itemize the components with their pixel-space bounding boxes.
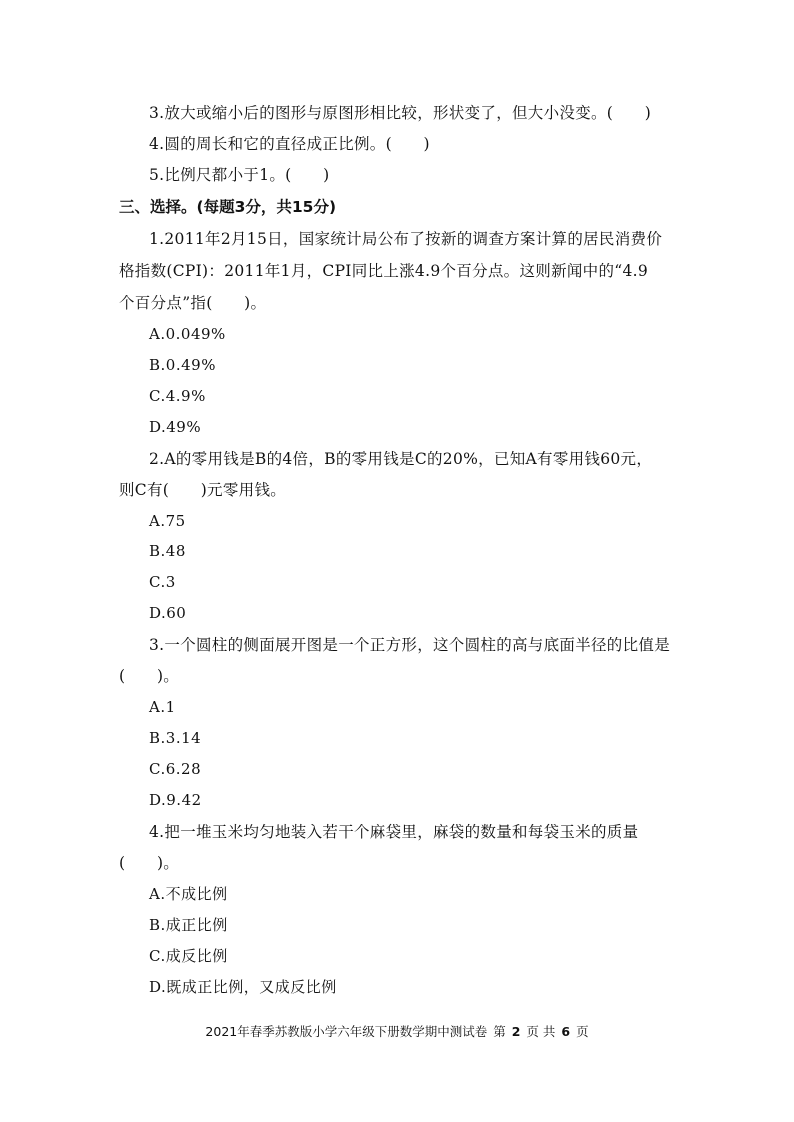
- question-2-option-d: D.60: [149, 604, 187, 622]
- section-heading-choice: 三、选择。(每题3分，共15分): [119, 198, 337, 216]
- question-4-line-1: 4.把一堆玉米均匀地装入若干个麻袋里，麻袋的数量和每袋玉米的质量: [149, 823, 639, 841]
- question-1-option-b: B.0.49%: [149, 356, 216, 374]
- question-1-line-3: 个百分点”指( )。: [119, 294, 267, 312]
- question-2-option-a: A.75: [149, 512, 186, 530]
- question-1-option-a: A.0.049%: [149, 325, 226, 343]
- footer-title: 2021年春季苏教版小学六年级下册数学期中测试卷: [205, 1024, 488, 1039]
- question-1-option-c: C.4.9%: [149, 387, 206, 405]
- footer-page-prefix: 第: [493, 1024, 506, 1039]
- question-3-option-b: B.3.14: [149, 729, 202, 747]
- question-3-line-1: 3.一个圆柱的侧面展开图是一个正方形，这个圆柱的高与底面半径的比值是: [149, 636, 670, 654]
- question-1-line-2: 格指数(CPI)：2011年1月，CPI同比上涨4.9个百分点。这则新闻中的“4.9: [119, 262, 649, 280]
- question-4-option-b: B.成正比例: [149, 916, 228, 934]
- question-4-option-a: A.不成比例: [149, 885, 228, 903]
- judgement-item-4: 4.圆的周长和它的直径成正比例。( ): [149, 135, 430, 153]
- question-1-line-1: 1.2011年2月15日，国家统计局公布了按新的调查方案计算的居民消费价: [149, 230, 663, 248]
- question-3-line-2: ( )。: [119, 667, 180, 685]
- question-1-option-d: D.49%: [149, 418, 202, 436]
- question-3-option-c: C.6.28: [149, 760, 202, 778]
- question-4-line-2: ( )。: [119, 854, 180, 872]
- question-3-option-a: A.1: [149, 698, 176, 716]
- footer-page-total: 6: [561, 1024, 571, 1039]
- footer-page-mid: 页 共: [526, 1024, 556, 1039]
- footer-page-number: 2: [511, 1024, 521, 1039]
- judgement-item-3: 3.放大或缩小后的图形与原图形相比较，形状变了，但大小没变。( ): [149, 104, 652, 122]
- question-4-option-c: C.成反比例: [149, 947, 228, 965]
- footer-page-suffix: 页: [576, 1024, 589, 1039]
- question-2-option-b: B.48: [149, 542, 186, 560]
- question-2-option-c: C.3: [149, 573, 176, 591]
- question-2-line-2: 则C有( )元零用钱。: [119, 481, 287, 499]
- question-3-option-d: D.9.42: [149, 791, 202, 809]
- judgement-item-5: 5.比例尺都小于1。( ): [149, 166, 330, 184]
- page-footer: [0, 1024, 794, 1040]
- question-4-option-d: D.既成正比例，又成反比例: [149, 978, 337, 996]
- question-2-line-1: 2.A的零用钱是B的4倍，B的零用钱是C的20%，已知A有零用钱60元，: [149, 450, 653, 468]
